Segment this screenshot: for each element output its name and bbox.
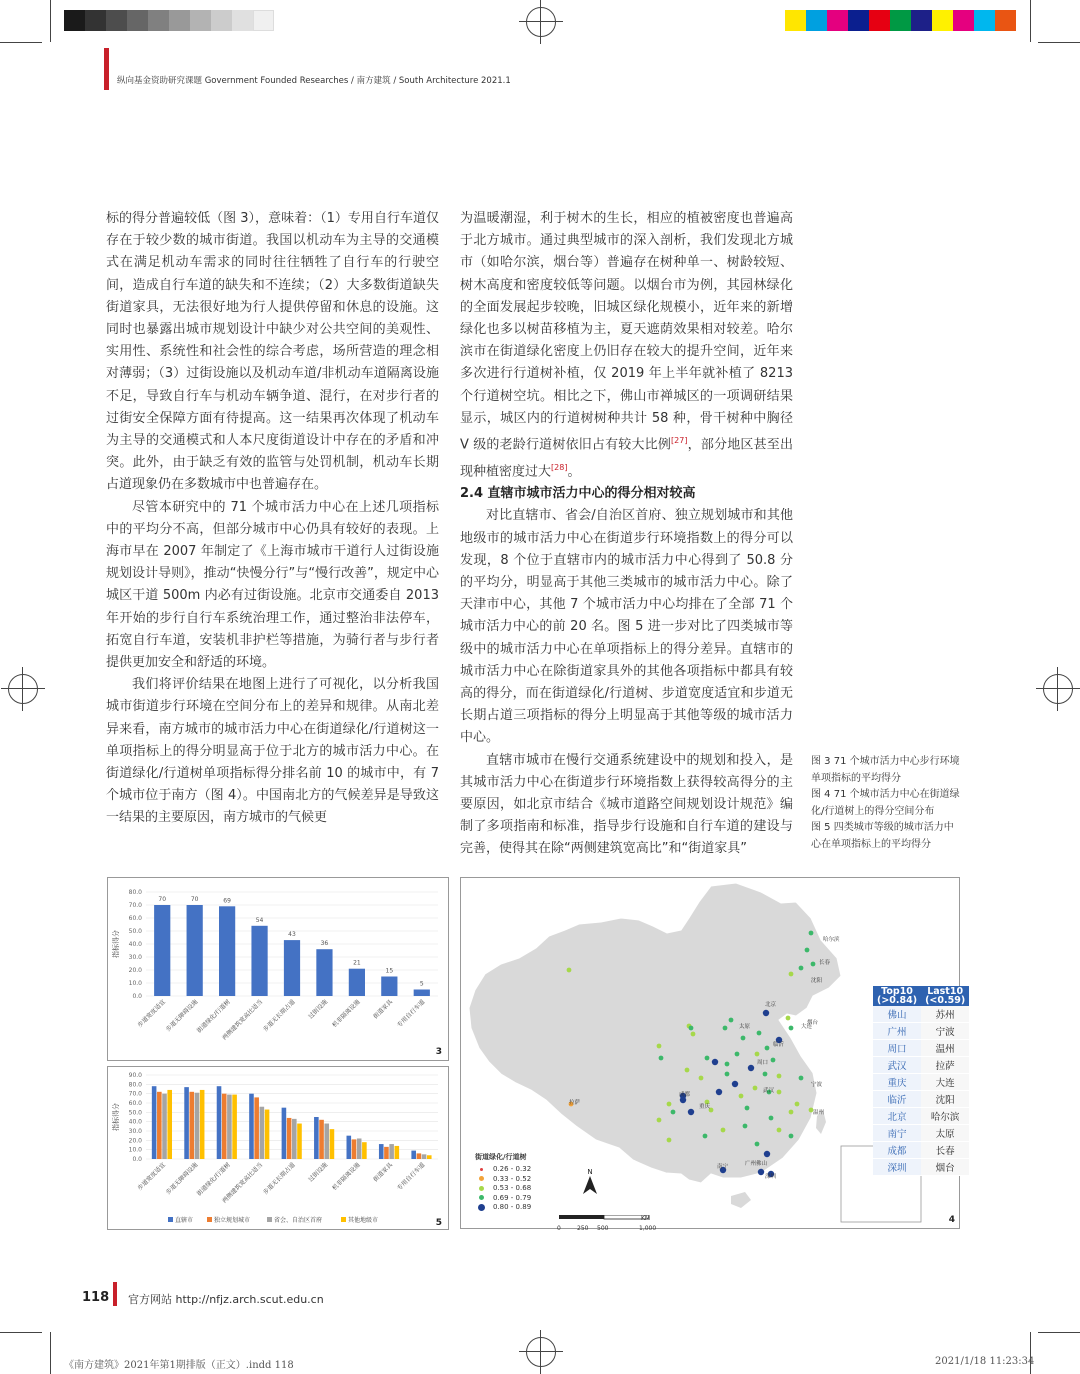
bar xyxy=(167,1090,172,1159)
legend-dot-icon xyxy=(478,1204,485,1211)
city-dot xyxy=(741,1036,746,1041)
scale-label: 0 xyxy=(557,1225,561,1232)
paragraph: 我们将评价结果在地图上进行了可视化，以分析我国城市街道步行环境在空间分布上的差异和规律。从南北差异来看，南方城市的城市活力中心在街道绿化/行道树这一单项指标上的得分明显高于位于北方的城市活力中心。在街道绿化/行道树单项指标得分排名前 10 的城市中，有 7 个城市位于南方（图 4）。中国南北方的气候差异是导致这一结果的主要原因，南方城市的气候更 xyxy=(106,677,439,826)
table-row xyxy=(873,1159,969,1176)
y-tick-label: 10.0 xyxy=(128,980,142,987)
data-label: 36 xyxy=(320,940,329,948)
paragraph: 标的得分普遍较低（图 3），意味着：（1）专用自行车道仅存在于较少数的城市街道。我国以机动车为主导的交通模式在满足机动车需求的同时往往牺牲了自行车的行驶空间，造成自行车道的缺失和不连续；（2）大多数街道缺失街道家具，无法很好地为行人提供停留和休息的设施。这同时也暴露出城市规划设计中缺少对公共空间的美观性、实用性、系统性和社会性的综合考虑，场所营造的理念相对薄弱；（3）过街设施以及机动车道/非机动车道隔离设施不足，导致自行车与机动车辆争道、混行，在对步行者的过街安全保障方面有待提高。这一结果再次体现了机动车为主导的交通模式和人本尺度街道设计中存在的矛盾和冲突。此外，由于缺乏有效的监管与处罚机制，机动车长期占道现象仍在多数城市中也普遍存在。 xyxy=(106,211,439,493)
data-label: 5 xyxy=(419,980,424,988)
bar-chart-fig5 xyxy=(108,1067,448,1229)
table-row xyxy=(873,1091,969,1108)
caption-line: 心在单项指标上的平均得分 xyxy=(811,838,931,850)
bar-chart-fig3 xyxy=(108,878,448,1060)
city-label: 太原 xyxy=(739,1024,751,1030)
city-label: 临沂 xyxy=(773,1042,785,1048)
city-dot xyxy=(699,1076,704,1081)
y-tick-label: 0.0 xyxy=(132,1156,142,1163)
table-cell: 沈阳 xyxy=(921,1091,969,1108)
bar xyxy=(395,1146,400,1159)
figure-5 xyxy=(107,1066,449,1230)
legend-label: 0.80 - 0.89 xyxy=(493,1203,532,1211)
city-dot xyxy=(786,1016,791,1021)
bar xyxy=(324,1124,329,1159)
figure-captions xyxy=(811,754,981,853)
bar xyxy=(184,1087,189,1159)
bar xyxy=(319,1120,324,1159)
table-cell: 广州 xyxy=(873,1023,921,1040)
table-header: Top10 xyxy=(881,986,913,997)
scale-unit: KM xyxy=(641,1215,651,1222)
city-label: 深圳 xyxy=(765,1174,777,1180)
table-cell: 北京 xyxy=(873,1108,921,1125)
table-cell: 长春 xyxy=(921,1142,969,1159)
city-dot xyxy=(755,1052,760,1057)
city-dot xyxy=(763,1072,768,1077)
table-row xyxy=(873,1023,969,1040)
table-header: (<0.59) xyxy=(925,995,966,1006)
scale-bar xyxy=(559,1206,659,1235)
bar xyxy=(195,1093,200,1159)
y-tick-label: 50.0 xyxy=(128,1109,142,1117)
city-dot xyxy=(732,1081,738,1087)
city-dot xyxy=(659,1056,664,1061)
city-dot xyxy=(755,1142,760,1147)
table-cell: 武汉 xyxy=(873,1057,921,1074)
hainan xyxy=(731,1192,751,1208)
x-tick-label: 专用自行车道 xyxy=(396,998,427,1029)
bar xyxy=(260,1107,265,1159)
city-label: 烟台 xyxy=(807,1020,819,1026)
caption-line: 图 5 四类城市等级的城市活力中 xyxy=(811,822,954,833)
y-tick-label: 90.0 xyxy=(128,1072,142,1079)
city-dot xyxy=(777,1074,782,1079)
x-tick-label: 步道无障碍设施 xyxy=(164,998,200,1034)
y-tick-label: 30.0 xyxy=(128,954,142,961)
ranking-table xyxy=(873,986,969,1176)
bar xyxy=(189,1092,194,1159)
running-header: 纵向基金资助研究课题 Government Founded Researches / 南方建筑 / South Architecture 2021.1 xyxy=(117,76,511,86)
legend-item xyxy=(475,1184,531,1192)
bar xyxy=(217,1086,222,1159)
legend-dot-icon xyxy=(479,1195,484,1200)
bar xyxy=(200,1090,205,1159)
figure-3 xyxy=(107,877,449,1061)
ranking-table-grid xyxy=(873,986,969,1176)
y-tick-label: 80.0 xyxy=(128,889,142,896)
figure-4-map xyxy=(460,877,966,1232)
city-label: 南宁 xyxy=(717,1164,729,1170)
bar xyxy=(411,1151,416,1159)
table-header: Last10 xyxy=(927,986,964,997)
paragraph xyxy=(460,208,793,483)
x-tick-label: 机非隔离设施 xyxy=(331,1161,362,1192)
city-label: 沈阳 xyxy=(811,978,823,984)
legend-title: 街道绿化/行道树 xyxy=(475,1153,527,1161)
bar xyxy=(422,1154,427,1159)
bar xyxy=(222,1094,227,1159)
bar xyxy=(157,1092,162,1159)
legend-dot-icon xyxy=(480,1168,483,1171)
paragraph-text: 为温暖潮湿，利于树木的生长，相应的植被密度也普遍高于北方城市。通过典型城市的深入剖析，我们发现北方城市（如哈尔滨，烟台等）普遍存在树种单一、树龄较短、树木高度和密度较低等问题。以烟台市为例，其园林绿化的全面发展起步较晚，旧城区绿化规模小，近年来的新增绿化也多以树苗移植为主，夏天遮荫效果相对较差。哈尔滨市在街道绿化密度上仍旧存在较大的提升空间，近年来多次进行行道树补植，仅 2019 年上半年就补植了 8213 个行道树空坑。相比之下，佛山市禅城区的一项调研结果显示，城区内的行道树树种共计 58 种，骨干树种中胸径 V 级的老龄行道树依旧占有较大比例 xyxy=(460,211,793,453)
bar xyxy=(357,1138,362,1159)
y-tick-label: 10.0 xyxy=(128,1146,142,1154)
legend-label: 0.26 - 0.32 xyxy=(493,1165,532,1173)
table-cell: 佛山 xyxy=(873,1006,921,1023)
city-label: 长春 xyxy=(819,960,831,966)
x-tick-label: 步道无障碍设施 xyxy=(164,1161,200,1197)
city-dot xyxy=(809,931,814,936)
legend-item xyxy=(475,1165,531,1173)
city-dot xyxy=(705,1056,710,1061)
legend-swatch xyxy=(168,1217,173,1222)
city-dot xyxy=(691,1032,696,1037)
paragraph-text: 。 xyxy=(567,463,581,479)
bar xyxy=(381,977,397,997)
x-tick-label: 步道无长期占道 xyxy=(261,998,297,1034)
scale-label: 250 xyxy=(577,1225,589,1232)
city-label: 拉萨 xyxy=(569,1100,581,1106)
city-dot xyxy=(811,962,816,967)
reference[interactable]: [28] xyxy=(551,462,568,472)
data-label: 43 xyxy=(288,931,296,939)
legend-label: 直辖市 xyxy=(175,1217,194,1224)
legend-label: 独立规划城市 xyxy=(214,1217,251,1224)
city-label: 温州 xyxy=(813,1110,825,1116)
table-row xyxy=(873,1108,969,1125)
legend-label: 0.53 - 0.68 xyxy=(493,1184,532,1192)
city-dot xyxy=(757,1031,762,1036)
city-dot xyxy=(777,1128,782,1133)
x-tick-label: 专用自行车道 xyxy=(396,1161,427,1192)
map-legend xyxy=(475,1152,531,1213)
city-label: 重庆 xyxy=(699,1104,711,1110)
x-tick-label: 步道无长期占道 xyxy=(261,1161,297,1197)
bar xyxy=(292,1119,297,1159)
table-row xyxy=(873,1057,969,1074)
y-tick-label: 60.0 xyxy=(128,915,142,922)
north-label: N xyxy=(587,1168,593,1176)
bar xyxy=(227,1095,232,1159)
legend-item xyxy=(475,1194,531,1202)
legend-swatch xyxy=(207,1217,212,1222)
legend-item xyxy=(475,1203,531,1211)
legend-dot-icon xyxy=(479,1176,484,1181)
legend-label: 省会、自治区首府 xyxy=(274,1217,323,1224)
bar xyxy=(316,949,332,996)
city-label: 北京 xyxy=(765,1002,777,1008)
table-header: (>0.84) xyxy=(877,995,918,1006)
city-dot xyxy=(729,1018,734,1023)
caption-line: 化/行道树上的得分空间分布 xyxy=(811,805,935,817)
x-tick-label: 机非隔离设施 xyxy=(331,998,362,1029)
table-row xyxy=(873,1040,969,1057)
city-dot xyxy=(725,1072,730,1077)
y-tick-label: 80.0 xyxy=(128,1081,142,1089)
city-label: 哈尔滨 xyxy=(823,937,840,943)
x-tick-label: 街道家具 xyxy=(372,998,394,1021)
city-dot xyxy=(657,1044,662,1049)
bar xyxy=(389,1144,394,1159)
table-cell: 烟台 xyxy=(921,1159,969,1176)
table-cell: 成都 xyxy=(873,1142,921,1159)
city-dot xyxy=(789,1026,794,1031)
city-dot xyxy=(723,1026,728,1031)
figure-number: 4 xyxy=(948,1215,955,1225)
y-axis-label: 指标得分 xyxy=(112,930,120,958)
file-info: 《南方建筑》2021年第1期排版（正文）.indd 118 xyxy=(64,1360,294,1371)
city-label: 广州佛山 xyxy=(745,1161,768,1167)
x-tick-label: 过街设施 xyxy=(307,1161,330,1184)
city-dot xyxy=(657,1118,662,1123)
bar xyxy=(352,1139,357,1159)
bar xyxy=(427,1155,432,1159)
x-tick-label: 街道绿化/行道树 xyxy=(195,1161,232,1198)
bar xyxy=(162,1094,167,1159)
x-tick-label: 步道宽度适宜 xyxy=(136,998,167,1029)
bar xyxy=(249,1094,254,1159)
legend-label: 0.33 - 0.52 xyxy=(493,1174,532,1183)
y-tick-label: 70.0 xyxy=(128,1090,142,1098)
city-label: 武汉 xyxy=(763,1088,775,1094)
table-row xyxy=(873,1074,969,1091)
legend-dot-icon xyxy=(479,1186,484,1191)
table-cell: 温州 xyxy=(921,1040,969,1057)
right-column xyxy=(460,208,793,861)
website[interactable]: 官方网站 http://nfjz.arch.scut.edu.cn xyxy=(128,1293,324,1306)
bar xyxy=(232,1095,237,1159)
city-dot xyxy=(789,972,794,977)
bar xyxy=(347,1136,352,1159)
y-tick-label: 0.0 xyxy=(132,993,142,1000)
city-dot xyxy=(735,1052,740,1057)
city-dot xyxy=(689,1026,694,1031)
legend-item xyxy=(475,1175,531,1183)
city-dot xyxy=(716,1089,722,1095)
x-tick-label: 两侧建筑宽高比适当 xyxy=(221,1161,265,1205)
city-label: 周口 xyxy=(757,1060,769,1066)
bar xyxy=(251,926,267,996)
y-tick-label: 20.0 xyxy=(128,1137,142,1145)
china-outline xyxy=(469,883,841,1183)
bar xyxy=(362,1142,367,1159)
table-cell: 南宁 xyxy=(873,1125,921,1142)
city-dot xyxy=(789,1134,794,1139)
table-row xyxy=(873,1006,969,1023)
city-dot xyxy=(753,1086,758,1091)
table-cell: 重庆 xyxy=(873,1074,921,1091)
city-dot xyxy=(758,1169,764,1175)
city-dot xyxy=(567,968,572,973)
legend-swatch xyxy=(341,1217,346,1222)
city-dot xyxy=(763,1010,769,1016)
bar xyxy=(187,905,203,996)
city-dot xyxy=(765,1046,770,1051)
city-dot xyxy=(769,1116,774,1121)
caption-line: 图 3 71 个城市活力中心步行环境 xyxy=(811,756,960,767)
city-label: 宁波 xyxy=(811,1082,823,1088)
bar xyxy=(219,906,235,996)
city-dot xyxy=(685,1068,690,1073)
x-tick-label: 步道宽度适宜 xyxy=(136,1161,167,1192)
footer-accent-bar xyxy=(113,1282,117,1306)
y-tick-label: 20.0 xyxy=(128,967,142,974)
bar xyxy=(287,1118,292,1159)
legend-items xyxy=(475,1165,531,1211)
y-tick-label: 70.0 xyxy=(128,902,142,909)
city-dot xyxy=(795,1102,800,1107)
city-dot xyxy=(748,1065,754,1071)
data-label: 69 xyxy=(223,897,231,905)
north-arrow xyxy=(583,1168,597,1196)
x-tick-label: 两侧建筑宽高比适当 xyxy=(221,998,265,1042)
bar xyxy=(314,1117,319,1159)
city-dot xyxy=(777,1090,782,1095)
city-dot xyxy=(743,1124,748,1129)
table-cell: 临沂 xyxy=(873,1091,921,1108)
bar xyxy=(384,1147,389,1159)
city-dot xyxy=(739,1094,744,1099)
paragraph: 尽管本研究中的 71 个城市活力中心在上述几项指标中的平均分不高，但部分城市中心仍具有较好的表现。上海市早在 2007 年制定了《上海市城市干道行人过街设施规划设计导则》，推动“快慢分行”与“慢行改善”，规定中心城区干道 500m 内必有过街设施。北京市交通委自 2013 年开始的步行自行车系统治理工作，通过整治非法停车，拓宽自行车道，安装机非护栏等措施，为骑行者与步行者提供更加安全和舒适的环境。 xyxy=(106,499,439,671)
north-arrow-icon xyxy=(583,1176,597,1194)
city-dot xyxy=(764,1151,770,1157)
y-tick-label: 60.0 xyxy=(128,1100,142,1107)
table-cell: 拉萨 xyxy=(921,1057,969,1074)
bar xyxy=(330,1129,335,1159)
table-cell: 苏州 xyxy=(921,1006,969,1023)
bar xyxy=(349,969,365,996)
header-accent-bar xyxy=(104,48,109,90)
city-dot xyxy=(667,1102,672,1107)
paragraph: 直辖市城市在慢行交通系统建设中的规划和投入，是其城市活力中心在街道步行环境指数上获得较高得分的主要原因，如北京市结合《城市道路空间规划设计规范》编制了多项指南和标准，指导步行设施和自行车道的建设与完善，使得其在除“两侧建筑宽高比”和“街道家具” xyxy=(460,752,793,857)
city-dot xyxy=(671,1110,676,1115)
bar xyxy=(379,1144,384,1159)
bar xyxy=(417,1153,422,1159)
y-tick-label: 30.0 xyxy=(128,1128,142,1135)
city-dot xyxy=(789,1110,794,1115)
table-cell: 哈尔滨 xyxy=(921,1108,969,1125)
legend-label: 其他地级市 xyxy=(348,1217,379,1224)
bar xyxy=(284,940,300,996)
city-label: 成都 xyxy=(679,1092,691,1098)
bar xyxy=(154,905,170,996)
x-tick-label: 过街设施 xyxy=(307,998,330,1021)
bar xyxy=(152,1086,157,1159)
paragraph-text: ，部分地区甚至出现种植密度过大 xyxy=(460,437,793,479)
data-label: 15 xyxy=(385,967,394,975)
caption-line: 单项指标的平均得分 xyxy=(811,772,901,784)
city-dot xyxy=(805,948,810,953)
table-cell: 太原 xyxy=(921,1125,969,1142)
bar xyxy=(254,1097,259,1159)
table-cell: 深圳 xyxy=(873,1159,921,1176)
table-row xyxy=(873,1125,969,1142)
reference[interactable]: [27] xyxy=(671,436,688,446)
caption-line: 图 4 71 个城市活力中心在街道绿 xyxy=(811,789,960,800)
scale-label: 500 xyxy=(597,1225,609,1232)
table-cell: 宁波 xyxy=(921,1023,969,1040)
scale-label: 1,000 xyxy=(639,1225,657,1232)
y-tick-label: 40.0 xyxy=(128,941,142,948)
city-dot xyxy=(703,1134,708,1139)
y-axis-label: 指标得分 xyxy=(112,1103,120,1131)
figure-number: 5 xyxy=(435,1218,442,1228)
table-cell: 大连 xyxy=(921,1074,969,1091)
data-label: 70 xyxy=(158,896,167,903)
bar xyxy=(265,1110,270,1159)
data-label: 21 xyxy=(353,959,361,967)
x-tick-label: 街道绿化/行道树 xyxy=(195,998,232,1035)
city-dot xyxy=(799,1076,804,1081)
bar xyxy=(414,990,430,997)
bar xyxy=(282,1108,287,1159)
city-dot xyxy=(799,966,804,971)
left-column xyxy=(106,208,439,830)
page-number: 118 xyxy=(82,1290,110,1305)
city-dot xyxy=(667,1138,672,1143)
y-tick-label: 40.0 xyxy=(128,1118,142,1126)
city-label: 大连 xyxy=(801,1024,813,1030)
city-dot xyxy=(721,1128,726,1133)
city-dot xyxy=(771,1058,776,1063)
x-tick-label: 街道家具 xyxy=(372,1161,394,1184)
legend-swatch xyxy=(267,1217,272,1222)
data-label: 70 xyxy=(190,896,199,903)
table-cell: 周口 xyxy=(873,1040,921,1057)
table-row xyxy=(873,1142,969,1159)
city-dot xyxy=(725,1062,730,1067)
y-tick-label: 50.0 xyxy=(128,928,142,935)
bar xyxy=(297,1124,302,1159)
paragraph: 对比直辖市、省会/自治区首府、独立规划城市和其他地级市的城市活力中心在街道步行环境指数上的得分可以发现，8 个位于直辖市内的城市活力中心得到了 50.8 分的平均分，明显高于其他三类城市的城市活力中心。除了天津市中心，其他 7 个城市活力中心均排在了全部 71 个城市活力中心的前 20 名。图 5 进一步对比了四类城市等级中的城市活力中心在单项指标上的得分差异。直辖市的城市活力中心在除街道家具外的其他各项指标中都具有较高的得分，而在街道绿化/行道树、步道宽度适宜和步道无长期占道三项指标的得分上明显高于其他等级的城市活力中心。 xyxy=(460,508,793,746)
city-dot xyxy=(745,1106,750,1111)
city-dot xyxy=(712,1059,718,1065)
city-dot xyxy=(688,1109,694,1115)
section-title: 2.4 直辖市城市活力中心的得分相对较高 xyxy=(460,486,696,502)
legend-label: 0.69 - 0.79 xyxy=(493,1193,532,1202)
figure-number: 3 xyxy=(435,1047,442,1057)
timestamp: 2021/1/18 11:23:34 xyxy=(935,1356,1035,1367)
data-label: 54 xyxy=(255,916,264,924)
